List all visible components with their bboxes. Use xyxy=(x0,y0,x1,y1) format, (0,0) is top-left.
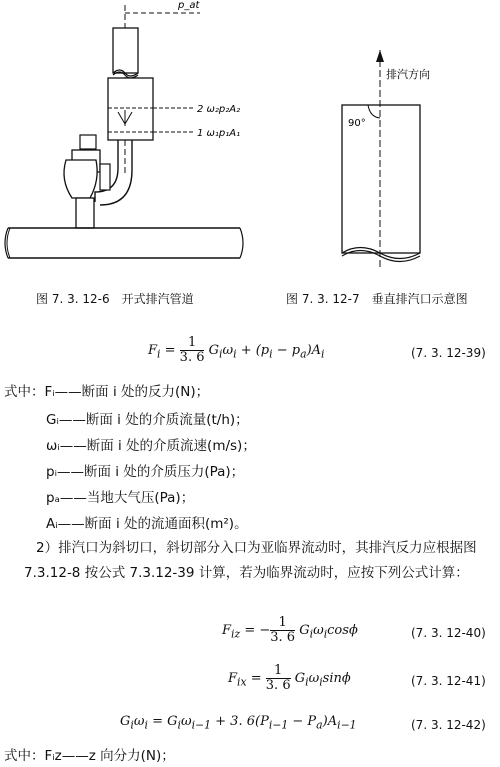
label-exhaust-direction: 排汽方向 xyxy=(386,68,430,81)
equation-number-39: (7. 3. 12-39) xyxy=(411,346,486,360)
equation-41: $F_{ix}$ = $\frac{1}{3. 6}$ $G_i\omega_i\sin\phi$ xyxy=(228,663,351,693)
definition-item: pᵢ——断面 i 处的介质压力(Pa)； xyxy=(46,464,245,480)
definition-lead-2: 式中：Fᵢz——z 向分力(N)； xyxy=(4,748,175,764)
equation-39: $F_i$ = $\frac{1}{3. 6}$ $G_i\omega_i + (p_i - p_a)A_i$ xyxy=(148,335,325,365)
label-pat: p_at xyxy=(178,0,200,11)
equation-42: $G_i\omega_i = G_i\omega_{i-1} + 3$. $6(P_{i-1} - P_a)A_{i-1}$ xyxy=(120,714,357,732)
vertical-exhaust-outlet-figure xyxy=(330,0,490,280)
definition-item: Aᵢ——断面 i 处的流通面积(m²)。 xyxy=(46,516,248,532)
definition-item: Gᵢ——断面 i 处的介质流量(t/h)； xyxy=(46,412,249,428)
label-90-degrees: 90° xyxy=(348,118,366,129)
equation-number-41: (7. 3. 12-41) xyxy=(411,674,486,688)
label-section-1: 1 ω₁p₁A₁ xyxy=(197,128,241,139)
definition-item: pₐ——当地大气压(Pa)； xyxy=(46,490,195,506)
label-section-2: 2 ω₂p₂A₂ xyxy=(197,104,241,115)
figure-caption-left: 图 7. 3. 12-6 开式排汽管道 xyxy=(36,292,194,306)
definition-item: ωᵢ——断面 i 处的介质流速(m/s)； xyxy=(46,438,256,454)
equation-number-42: (7. 3. 12-42) xyxy=(411,718,486,732)
equation-number-40: (7. 3. 12-40) xyxy=(411,626,486,640)
figure-caption-right: 图 7. 3. 12-7 垂直排汽口示意图 xyxy=(286,292,468,306)
equation-40: $F_{iz}$ = − $\frac{1}{3. 6}$ $G_i\omega_i\cos\phi$ xyxy=(222,615,358,645)
open-exhaust-pipe-figure xyxy=(0,0,250,280)
paragraph-2: 2）排汽口为斜切口，斜切部分入口为亚临界流动时，其排汽反力应根据图 7.3.12-8 按公式 7.3.12-39 计算，若为临界流动时，应按下列公式计算： xyxy=(24,540,477,581)
definition-lead-1: 式中：Fᵢ——断面 i 处的反力(N)； xyxy=(4,384,210,400)
